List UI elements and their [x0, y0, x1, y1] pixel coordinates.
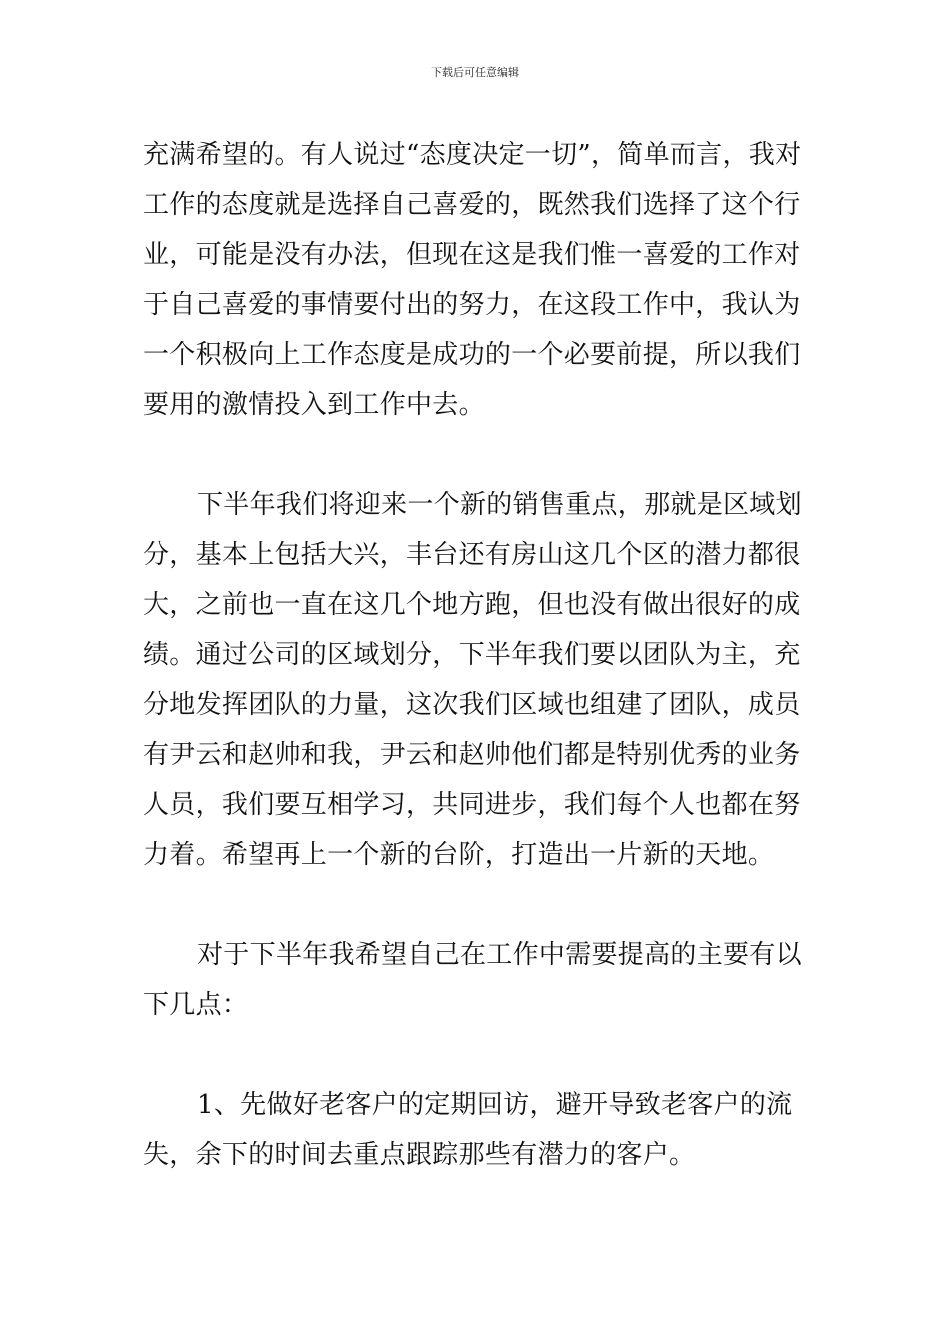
paragraph-improvements-intro: 对于下半年我希望自己在工作中需要提高的主要有以下几点：: [143, 940, 802, 1020]
paragraph-attitude: 充满希望的。有人说过“态度决定一切”，简单而言，我对工作的态度就是选择自己喜爱的，既然我们选择了这个行业，可能是没有办法，但现在这是我们惟一喜爱的工作对于自己喜爱的事情要付出的努力，在这段工作中，我认为一个积极向上工作态度是成功的一个必要前提，所以我们要用的激情投入到工作中去。: [143, 140, 802, 420]
paragraph-gap: [143, 430, 811, 480]
paragraph-gap: [143, 880, 811, 930]
paragraph-gap: [143, 1030, 811, 1080]
paragraph-point-1: 1、先做好老客户的定期回访，避开导致老客户的流失，余下的时间去重点跟踪那些有潜力的客户。: [143, 1090, 793, 1170]
page-header-note: 下载后可任意编辑: [431, 66, 519, 79]
document-body: [143, 130, 811, 1180]
paragraph-second-half-plan: 下半年我们将迎来一个新的销售重点，那就是区域划分，基本上包括大兴，丰台还有房山这几个区的潜力都很大，之前也一直在这几个地方跑，但也没有做出很好的成绩。通过公司的区域划分，下半年我们要以团队为主，充分地发挥团队的力量，这次我们区域也组建了团队，成员有尹云和赵帅和我，尹云和赵帅他们都是特别优秀的业务人员，我们要互相学习，共同进步，我们每个人也都在努力着。希望再上一个新的台阶，打造出一片新的天地。: [143, 490, 802, 870]
